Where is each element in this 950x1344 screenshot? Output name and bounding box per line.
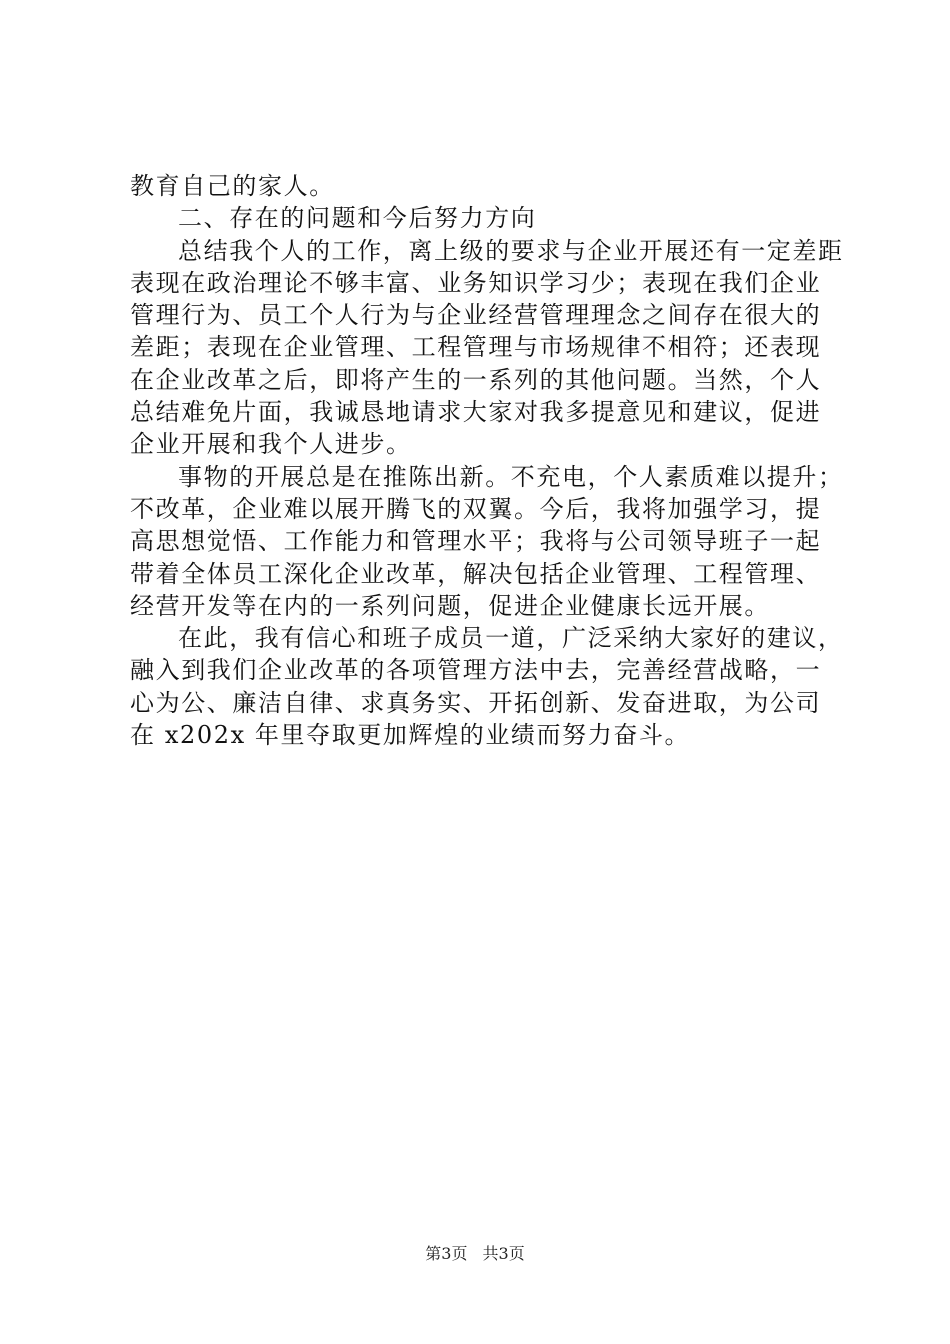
page-total: 共3页 bbox=[482, 1244, 525, 1263]
text-line: 事物的开展总是在推陈出新。不充电，个人素质难以提升； bbox=[178, 462, 844, 491]
text-line: 企业开展和我个人进步。 bbox=[130, 430, 412, 459]
text-line: 差距；表现在企业管理、工程管理与市场规律不相符；还表现 bbox=[130, 333, 822, 362]
text-line: 管理行为、员工个人行为与企业经营管理理念之间存在很大的 bbox=[130, 301, 822, 330]
text-line: 带着全体员工深化企业改革，解决包括企业管理、工程管理、 bbox=[130, 559, 822, 588]
text-line: 融入到我们企业改革的各项管理方法中去，完善经营战略，一 bbox=[130, 656, 822, 685]
text-line: 总结难免片面，我诚恳地请求大家对我多提意见和建议，促进 bbox=[130, 398, 822, 427]
text-line: 二、存在的问题和今后努力方向 bbox=[178, 204, 537, 233]
text-line: 在企业改革之后，即将产生的一系列的其他问题。当然，个人 bbox=[130, 365, 822, 394]
page-footer bbox=[0, 1244, 950, 1264]
text-line: 高思想觉悟、工作能力和管理水平；我将与公司领导班子一起 bbox=[130, 527, 822, 556]
text-line: 表现在政治理论不够丰富、业务知识学习少；表现在我们企业 bbox=[130, 268, 822, 297]
text-line: 经营开发等在内的一系列问题，促进企业健康长远开展。 bbox=[130, 591, 770, 620]
text-line: 在此，我有信心和班子成员一道，广泛采纳大家好的建议， bbox=[178, 624, 844, 653]
document-body bbox=[130, 170, 844, 751]
page-number: 第3页 bbox=[425, 1244, 468, 1263]
text-line: 在 x202x 年里夺取更加辉煌的业绩而努力奋斗。 bbox=[130, 721, 691, 750]
text-line: 不改革，企业难以展开腾飞的双翼。今后，我将加强学习，提 bbox=[130, 494, 822, 523]
text-line: 心为公、廉洁自律、求真务实、开拓创新、发奋进取，为公司 bbox=[130, 688, 822, 717]
text-line: 总结我个人的工作，离上级的要求与企业开展还有一定差距 bbox=[178, 236, 844, 265]
text-line: 教育自己的家人。 bbox=[130, 172, 335, 200]
